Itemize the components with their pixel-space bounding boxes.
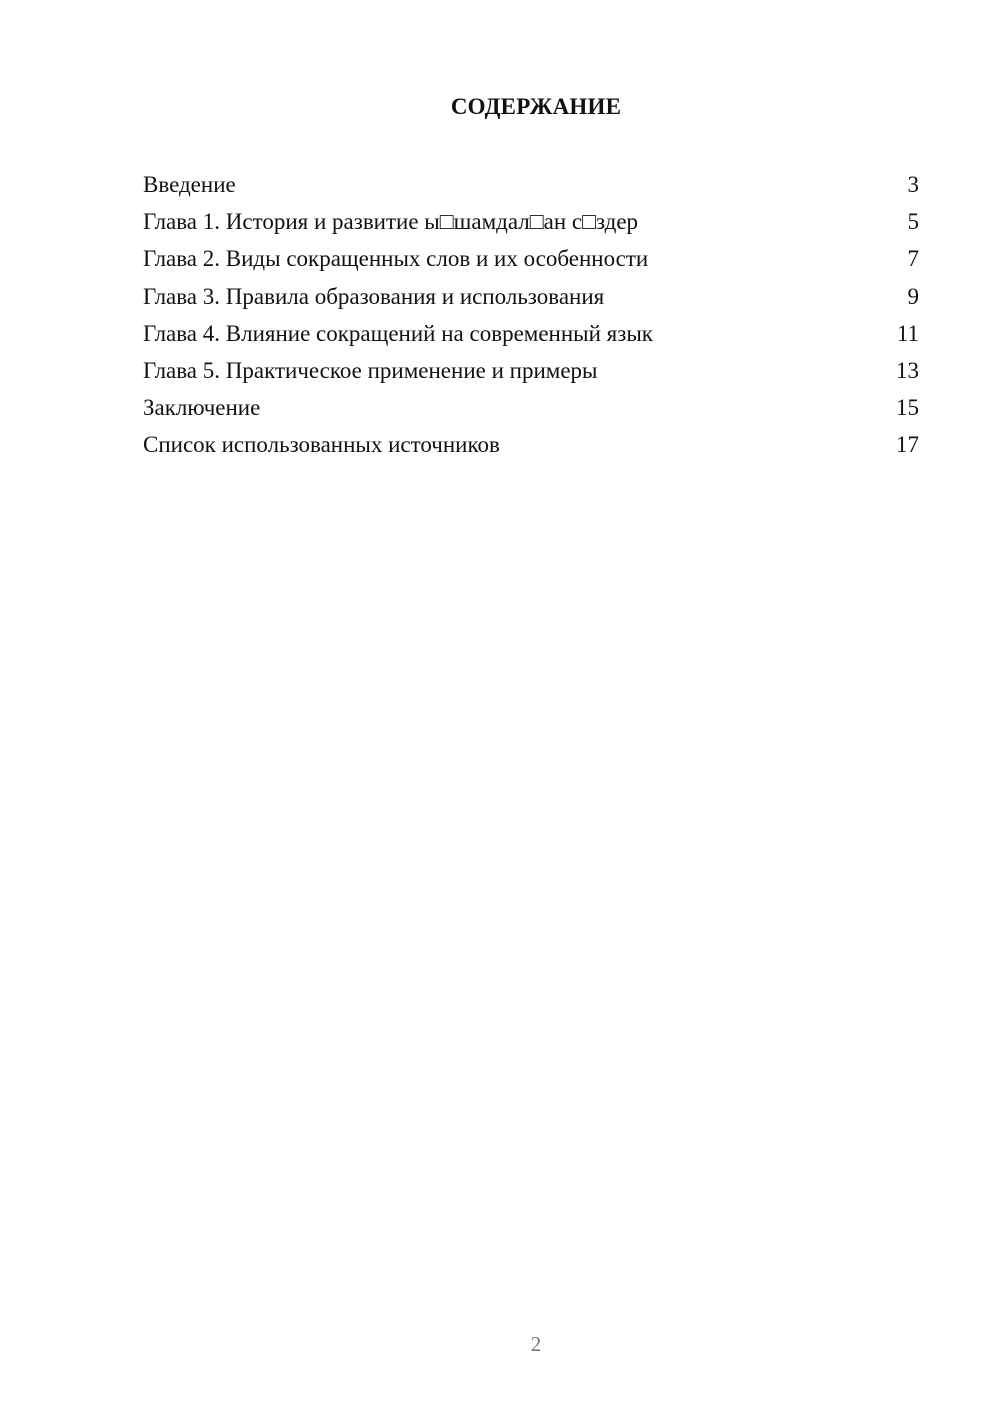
- toc-item: [143, 354, 919, 391]
- toc-item-page: 15: [896, 395, 919, 421]
- toc-item-label: Список использованных источников: [143, 432, 500, 458]
- toc-item-page: 11: [896, 320, 919, 346]
- table-of-contents: [143, 168, 919, 466]
- toc-item: [143, 280, 919, 317]
- toc-item: [143, 428, 919, 465]
- toc-item-page: 13: [896, 357, 919, 383]
- toc-item-label: Заключение: [143, 395, 261, 421]
- toc-item: [143, 391, 919, 428]
- toc-item-page: 7: [907, 246, 919, 272]
- toc-item-page: 17: [896, 432, 919, 458]
- toc-item: [143, 168, 919, 205]
- toc-item: [143, 317, 919, 354]
- toc-item-label: Глава 2. Виды сокращенных слов и их особенности: [143, 246, 649, 272]
- toc-item-label: Глава 5. Практическое применение и примеры: [143, 357, 598, 383]
- toc-item-label: Глава 1. История и развитие ы□шамдал□ан с□здер: [143, 209, 639, 235]
- toc-item-page: 3: [907, 172, 919, 197]
- toc-item-label: Глава 3. Правила образования и использования: [143, 283, 605, 309]
- toc-item-label: Введение: [143, 172, 236, 197]
- toc-item-page: 9: [907, 283, 919, 309]
- toc-item-page: 5: [907, 209, 919, 235]
- toc-item: [143, 205, 919, 242]
- toc-item-label: Глава 4. Влияние сокращений на современный язык: [143, 320, 653, 346]
- page-title: СОДЕРЖАНИЕ: [450, 94, 622, 119]
- toc-item: [143, 242, 919, 279]
- page-number: 2: [530, 1332, 542, 1356]
